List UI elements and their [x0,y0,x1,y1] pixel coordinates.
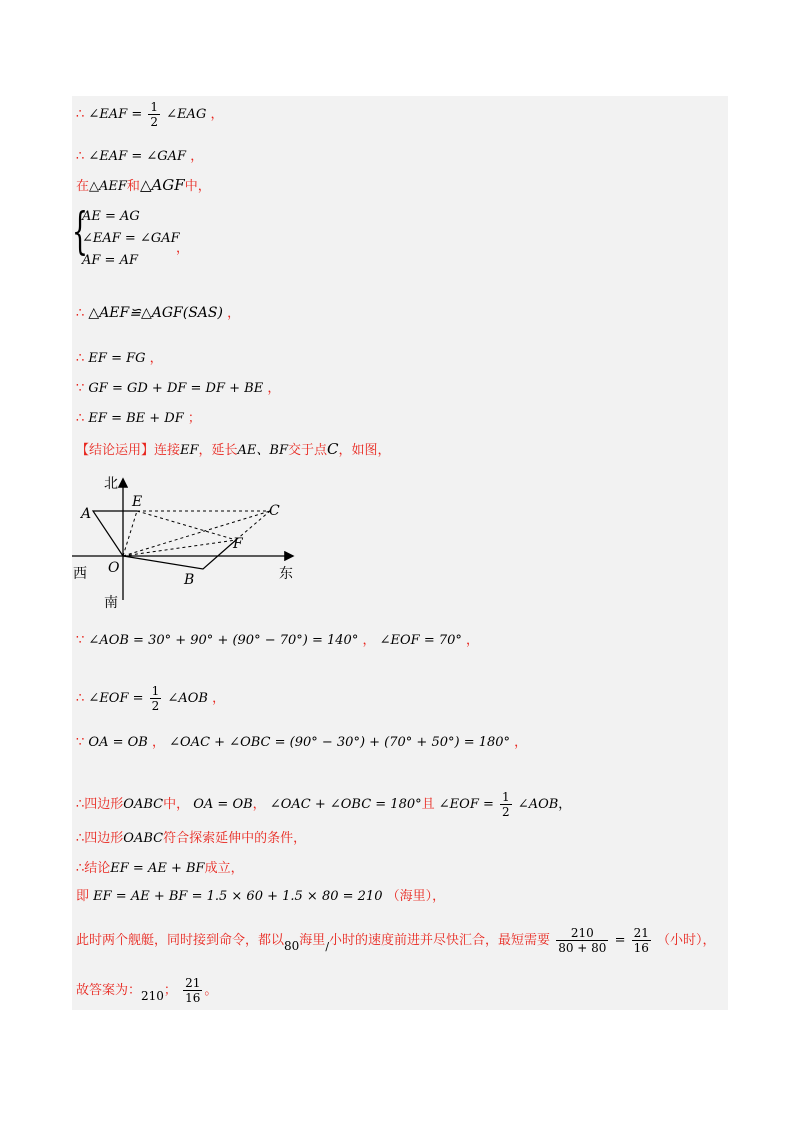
line-14: ∴结论EF = AE + BF成立， [76,861,244,876]
label-east: 东 [279,566,293,582]
line-12: ∴四边形OABC中， OA = OB， ∠OAC + ∠OBC = 180°且 ∠EOF = $\frac{1}{2}$ ∠AOB， [76,790,572,819]
line-6: ∵ GF = GD + DF = DF + BE ， [76,381,281,396]
label-F: F [233,536,243,552]
system-row-3: AF = AF [82,253,138,268]
label-A: A [81,506,92,522]
system-row-2: ∠EAF = ∠GAF [82,231,180,246]
line-5: ∴ EF = FG ， [76,351,163,366]
segment-AEO [93,511,137,556]
line-15: 即 EF = AE + BF = 1.5 × 60 + 1.5 × 80 = 210 （海里）， [76,889,446,904]
line-4: ∴ △AEF≌△AGF(SAS) ， [76,305,241,321]
line-10: ∴ ∠EOF = $\frac{1}{2}$ ∠AOB ， [76,684,226,713]
label-E: E [132,494,143,510]
line-9: ∵ ∠AOB = 30° + 90° + (90° − 70°) = 140° ， ∠EOF = 70° ， [76,633,480,648]
label-south: 南 [104,595,118,611]
line-3: 在△AEF和△AGF中， [76,176,211,194]
line-13: ∴四边形OABC符合探索延伸中的条件， [76,831,307,846]
line-11: ∵ OA = OB ， ∠OAC + ∠OBC = (90° − 30°) + (70° + 50°) = 180° ， [76,735,528,750]
line-8: 【结论运用】连接EF，延长AE、BF交于点C，如图， [76,440,391,458]
line-2: ∴ ∠EAF = ∠GAF ， [76,149,204,164]
label-C: C [269,503,280,519]
system-row-1: AE = AG [82,209,140,224]
line-1: ∴ ∠EAF = $\frac{1}{2}$ ∠EAG ， [76,100,224,129]
line-17: 故答案为：210； $\frac{21}{16}$ 。 [76,976,218,1005]
segment-OBF [123,540,236,569]
label-north: 北 [104,476,118,492]
system-brace: { [72,202,88,260]
system-comma: ， [176,241,190,256]
line-16: 此时两个舰艇，同时接到命令，都以80海里$_/$小时的速度前进并尽快汇合，最短需要 $\frac{210}{80 + 80}$ = $\frac{21}{16}$ （小时）， [76,926,716,955]
label-O: O [108,560,120,576]
direction-figure [70,470,310,615]
line-7: ∴ EF = BE + DF ； [76,411,201,426]
fraction: $\frac{1}{2}$ [150,100,159,129]
label-B: B [184,572,195,588]
label-west: 西 [73,566,87,582]
